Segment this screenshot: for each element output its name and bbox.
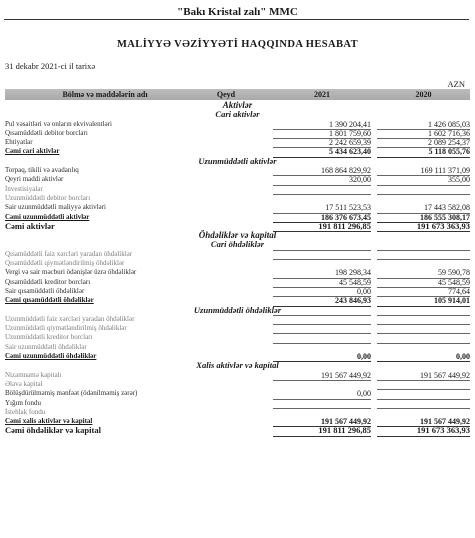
row-label: Uzunmüddətli debitor borcları [5, 193, 91, 202]
line-item [5, 371, 470, 380]
subtotal-row [5, 213, 470, 222]
line-item [5, 287, 470, 296]
value-2020: 5 118 055,76 [377, 147, 470, 157]
value-2020 [377, 343, 470, 344]
row-label: Qısamüddətli debitor borcları [5, 128, 88, 137]
line-item [5, 175, 470, 184]
value-2020 [377, 194, 470, 195]
row-label: Bölüşdürülməmiş mənfəət (ödənilməmiş zərər) [5, 389, 138, 398]
value-2020: 169 111 371,09 [377, 166, 470, 176]
value-2021: 5 434 623,40 [273, 147, 371, 157]
column-header-2020: 2020 [415, 90, 432, 99]
value-2021: 243 846,93 [273, 296, 371, 306]
value-2020: 186 555 308,17 [377, 213, 470, 223]
line-item [5, 333, 470, 342]
value-2020: 774,64 [377, 287, 470, 297]
row-label: Vergi və sair məcburi ödənişlər üzrə öhdəliklər [5, 268, 137, 277]
value-2021: 0,00 [273, 287, 371, 297]
column-header-note: Qeyd [216, 90, 236, 99]
value-2020: 105 914,01 [377, 296, 470, 306]
line-item [5, 203, 470, 212]
line-item [5, 259, 470, 268]
row-label: Nizamnamə kapitalı [5, 370, 62, 379]
subsection-heading [5, 306, 470, 315]
row-label: Cəmi uzunmüddətli aktivlər [5, 212, 90, 221]
line-item [5, 250, 470, 259]
value-2021 [273, 408, 371, 409]
row-label: İnvestisiyalar [5, 184, 43, 193]
value-2021 [273, 315, 371, 316]
value-2021: 0,00 [273, 352, 371, 362]
row-label: Öhdəliklər və kapital [198, 230, 277, 241]
value-2020 [377, 324, 470, 325]
line-item [5, 399, 470, 408]
value-2020: 191 567 449,92 [377, 371, 470, 381]
subsection-heading [5, 110, 470, 119]
row-label: Sair uzunmüddətli maliyyə aktivləri [5, 203, 106, 212]
value-2021: 17 511 523,53 [273, 203, 371, 213]
header-divider [4, 19, 469, 20]
line-item [5, 380, 470, 389]
row-label: Cari öhdəliklər [210, 239, 265, 250]
value-2020: 2 089 254,37 [377, 138, 470, 148]
value-2021: 320,00 [273, 175, 371, 185]
value-2021 [273, 343, 371, 344]
row-label: Cəmi öhdəliklər və kapital [5, 425, 101, 436]
line-item [5, 120, 470, 129]
row-label: Cəmi aktivlər [5, 220, 55, 231]
line-item [5, 408, 470, 417]
value-2021 [273, 380, 371, 381]
value-2020: 355,00 [377, 175, 470, 185]
row-label: İstehlak fondu [5, 407, 46, 416]
value-2021: 168 864 829,92 [273, 166, 371, 176]
value-2021: 186 376 673,45 [273, 213, 371, 223]
value-2020 [377, 250, 470, 251]
subsection-heading [5, 240, 470, 249]
value-2020: 191 673 363,93 [377, 222, 470, 232]
report-date: 31 dekabr 2021-ci il tarixə [5, 61, 96, 71]
subsection-heading [5, 361, 470, 370]
subsection-heading [5, 157, 470, 166]
line-item [5, 166, 470, 175]
value-2020: 191 673 363,93 [377, 426, 470, 436]
row-label: Qeyri maddi aktivlər [5, 175, 64, 184]
row-label: Cəmi xalis aktivlər və kapital [5, 417, 93, 426]
value-2020: 1 602 716,36 [377, 129, 470, 139]
row-label: Sair qısamüddətli öhdəliklər [5, 286, 85, 295]
row-label: Cəmi qısamüddətli öhdəliklər [5, 296, 94, 305]
value-2021: 198 298,34 [273, 268, 371, 278]
value-2020 [377, 315, 470, 316]
value-2021 [273, 194, 371, 195]
row-label: Cari aktivlər [215, 109, 260, 120]
value-2020 [377, 380, 470, 381]
company-name: "Bakı Kristal zalı" MMC [177, 6, 298, 18]
line-item [5, 315, 470, 324]
value-2021 [273, 324, 371, 325]
line-item [5, 129, 470, 138]
row-label: Cəmi uzunmüddətli öhdəliklər [5, 352, 97, 361]
column-header-2021: 2021 [314, 90, 330, 99]
line-item [5, 185, 470, 194]
row-label: Aktivlər [222, 100, 253, 110]
row-label: Cəmi cari aktivlər [5, 147, 60, 156]
value-2021: 0,00 [273, 389, 371, 399]
line-item [5, 278, 470, 287]
line-item [5, 268, 470, 277]
column-header-label: Bölmə və maddələrin adı [62, 90, 148, 99]
row-label: Qısamüddətli kreditor borcları [5, 277, 91, 286]
value-2020: 17 443 582,08 [377, 203, 470, 213]
row-label: Əlavə kapital [5, 379, 43, 388]
row-label: Sair uzunmüddətli öhdəliklər [5, 342, 87, 351]
row-label: Uzunmüddətli qiymətləndirilmiş öhdəliklər [5, 324, 127, 333]
value-2021 [273, 399, 371, 400]
line-item [5, 324, 470, 333]
value-2021: 191 811 296,85 [273, 222, 371, 232]
balance-sheet-table [5, 101, 470, 436]
row-label: Qısamüddətli faiz xərcləri yaradan öhdəliklər [5, 249, 133, 258]
value-2020 [377, 399, 470, 400]
row-label: Uzunmüddətli aktivlər [198, 155, 277, 166]
line-item [5, 138, 470, 147]
value-2021: 191 811 296,85 [273, 426, 371, 436]
value-2020: 1 426 085,03 [377, 120, 470, 130]
value-2021: 191 567 449,92 [273, 417, 371, 427]
value-2020 [377, 333, 470, 334]
value-2021: 2 242 659,39 [273, 138, 371, 148]
value-2021: 1 801 759,60 [273, 129, 371, 139]
row-label: Torpaq, tikili və avadanlıq [5, 166, 79, 175]
row-label: Uzunmüddətli kreditor borcları [5, 333, 93, 342]
row-label: Ehtiyatlar [5, 138, 33, 147]
table-header [5, 89, 470, 100]
value-2020: 191 567 449,92 [377, 417, 470, 427]
line-item [5, 343, 470, 352]
value-2021: 191 567 449,92 [273, 371, 371, 381]
value-2021 [273, 250, 371, 251]
value-2020: 59 590,78 [377, 268, 470, 278]
line-item [5, 194, 470, 203]
report-title: MALİYYƏ VƏZİYYƏTİ HAQQINDA HESABAT [117, 39, 358, 50]
value-2020 [377, 185, 470, 186]
value-2021 [273, 185, 371, 186]
row-label: Pul vəsaitləri və onların ekvivalentləri [5, 119, 112, 128]
row-label: Yığım fondu [5, 398, 41, 407]
line-item [5, 389, 470, 398]
value-2020: 0,00 [377, 352, 470, 362]
value-2021: 1 390 204,41 [273, 120, 371, 130]
value-2021 [273, 333, 371, 334]
row-label: Xalis aktivlər və kapital [196, 360, 279, 371]
value-2020 [377, 408, 470, 409]
value-2021 [273, 259, 371, 260]
row-label: Uzunmüddətli öhdəliklər [193, 304, 282, 315]
row-label: Qısamüddətli qiymətləndirilmiş öhdəliklər [5, 259, 125, 268]
grand-total-row [5, 426, 470, 435]
value-2020: 45 548,59 [377, 278, 470, 288]
value-2020 [377, 389, 470, 390]
value-2021: 45 548,59 [273, 278, 371, 288]
row-label: Uzunmüddətli faiz xərcləri yaradan öhdəliklər [5, 314, 135, 323]
currency-label: AZN [447, 79, 465, 89]
value-2020 [377, 259, 470, 260]
